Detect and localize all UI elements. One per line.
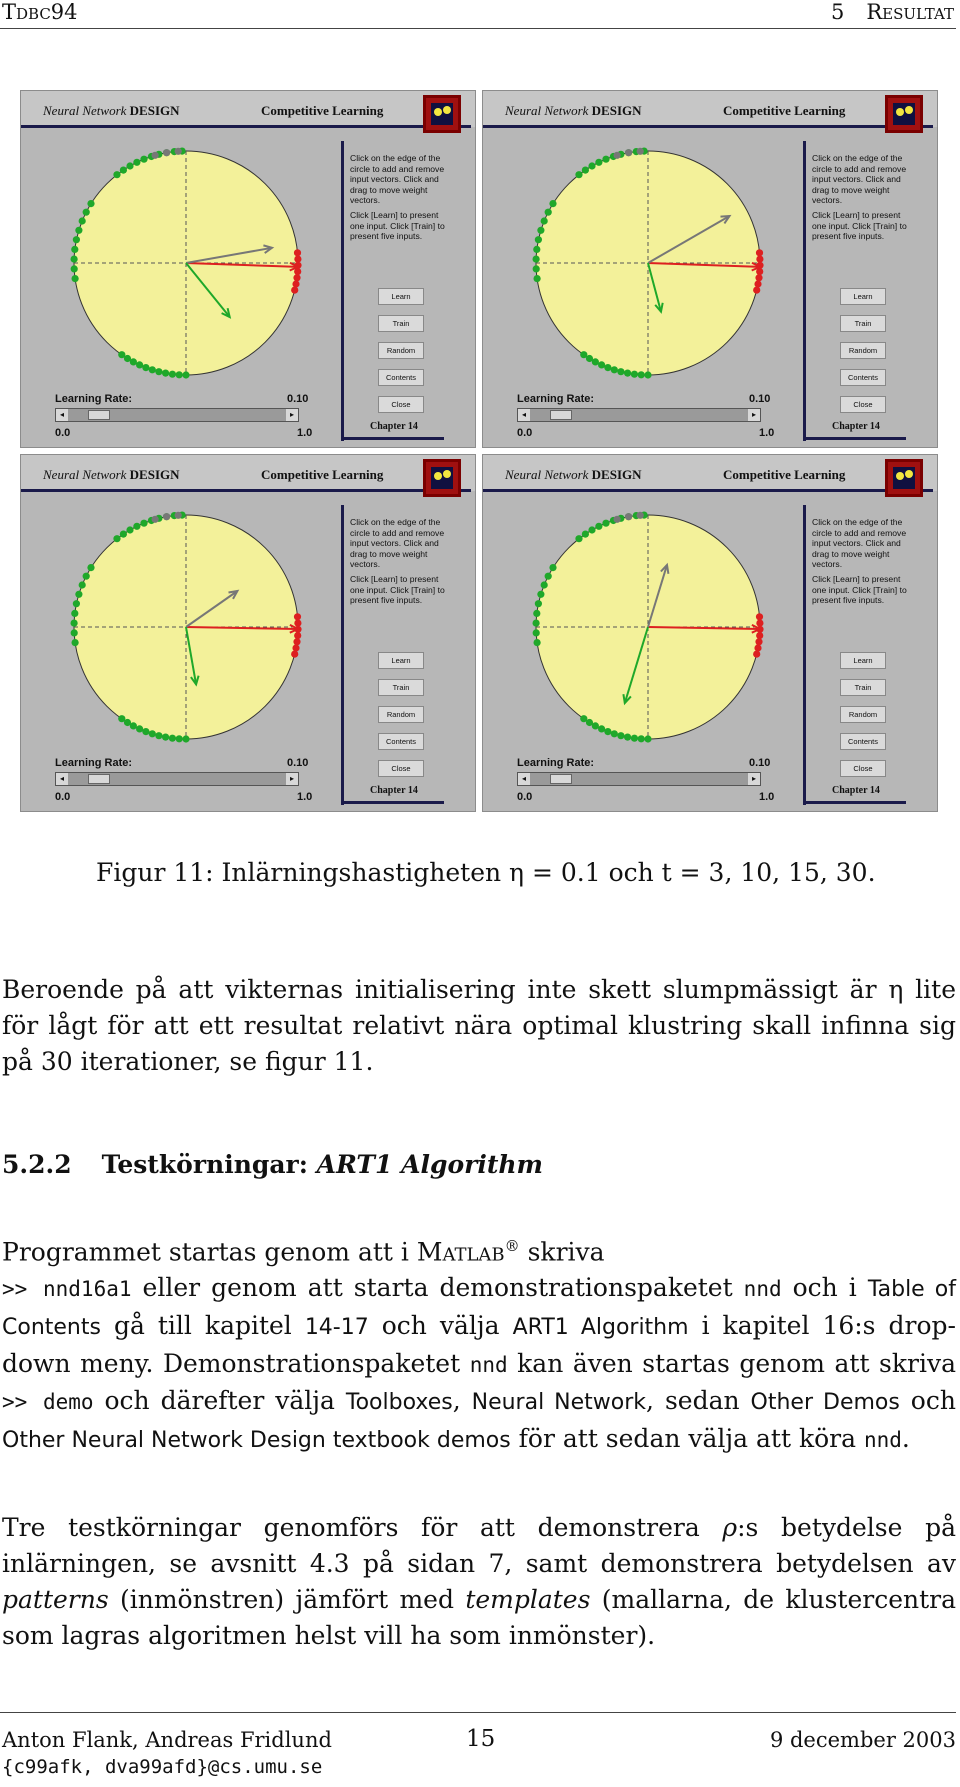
- slider-right-arrow-icon[interactable]: ▸: [286, 773, 298, 785]
- control-panel: [803, 505, 906, 805]
- input-vector-dot: [133, 523, 140, 530]
- menu-neural-network: Neural Network: [471, 1390, 647, 1416]
- nnd-title-rest: DESIGN: [126, 103, 180, 118]
- chapter-label: Chapter 14: [370, 785, 418, 796]
- nnd-panel-1: [20, 90, 476, 448]
- demo-title: Competitive Learning: [723, 467, 846, 482]
- input-vector-dot: [182, 371, 189, 378]
- button-random[interactable]: Random: [378, 706, 424, 723]
- slider-thumb[interactable]: [88, 410, 110, 420]
- nnd-logo-icon: [885, 95, 923, 133]
- p2-text: och därefter välja: [93, 1386, 346, 1416]
- footer-date: 9 december 2003: [769, 1728, 956, 1752]
- input-vector-dot: [142, 728, 149, 735]
- input-vector-dot: [293, 274, 300, 281]
- input-vector-dot: [120, 531, 127, 538]
- instructions-learn: Click [Learn] to present one input. Click [Train] to present five inputs.: [350, 573, 445, 606]
- input-vector-dot: [614, 152, 621, 159]
- input-vector-dot: [582, 167, 589, 174]
- figure-11: [20, 90, 936, 820]
- slider-right-arrow-icon[interactable]: ▸: [748, 409, 760, 421]
- button-learn[interactable]: Learn: [378, 288, 424, 305]
- nnd-title-rest: DESIGN: [588, 467, 642, 482]
- input-vector-dot: [537, 591, 544, 598]
- button-learn[interactable]: Learn: [378, 652, 424, 669]
- nnd-title: [43, 103, 180, 119]
- input-vector-dot: [533, 246, 540, 253]
- input-vector-dot: [73, 600, 80, 607]
- input-vector-dot: [126, 526, 133, 533]
- input-vector-dot: [113, 171, 120, 178]
- input-vector-dot: [624, 734, 631, 741]
- running-header: [0, 0, 956, 29]
- input-vector-dot: [149, 730, 156, 737]
- input-vector-dot: [592, 358, 599, 365]
- p2-text: och välja: [368, 1311, 513, 1341]
- menu-table-of-contents: Table of Contents: [2, 1277, 956, 1341]
- panel-header: [483, 91, 937, 127]
- input-vector-dot: [152, 516, 159, 523]
- slider-max-label: 1.0: [297, 427, 313, 439]
- input-vector-dot: [754, 644, 761, 651]
- input-vector-dot: [533, 265, 540, 272]
- input-vector-dot: [294, 256, 301, 263]
- button-contents[interactable]: Contents: [378, 369, 424, 386]
- nnd-title-italic: Neural Network: [43, 467, 127, 482]
- input-vector-dot: [644, 371, 651, 378]
- input-vector-dot: [625, 149, 632, 156]
- instructions-edit: Click on the edge of the circle to add and remove input vectors. Click and drag to move weight vectors.: [350, 517, 445, 570]
- instructions-edit: Click on the edge of the circle to add and remove input vectors. Click and drag to move weight vectors.: [812, 517, 907, 570]
- p2-text: för att sedan välja att köra: [510, 1424, 864, 1454]
- button-close[interactable]: Close: [840, 396, 886, 413]
- panel-header: [21, 91, 475, 127]
- input-vector-dot: [588, 526, 595, 533]
- p2-text: Programmet startas genom att i: [2, 1237, 417, 1267]
- input-vector-dot: [617, 368, 624, 375]
- input-vector-dot: [637, 148, 644, 155]
- learning-rate-label: Learning Rate:: [517, 393, 595, 405]
- input-vector-dot: [534, 275, 541, 282]
- input-vector-dot: [575, 535, 582, 542]
- input-vector-dot: [87, 564, 94, 571]
- input-vector-dot: [755, 274, 762, 281]
- input-vector-dot: [624, 370, 631, 377]
- input-vector-dot: [541, 581, 548, 588]
- nnd-panel-4: [482, 454, 938, 812]
- button-contents[interactable]: Contents: [840, 369, 886, 386]
- input-vector-dot: [631, 371, 638, 378]
- input-vector-dot: [120, 167, 127, 174]
- button-close[interactable]: Close: [378, 396, 424, 413]
- input-vector-dot: [182, 735, 189, 742]
- input-vector-dot: [533, 256, 540, 263]
- input-vector-dot: [545, 209, 552, 216]
- input-vector-dot: [611, 366, 618, 373]
- input-vector-dot: [534, 639, 541, 646]
- page-number: 15: [466, 1726, 496, 1752]
- chapter-rule: [344, 801, 444, 804]
- slider-left-arrow-icon[interactable]: ◂: [518, 773, 530, 785]
- input-vector-dot: [155, 368, 162, 375]
- input-vector-dot: [163, 149, 170, 156]
- button-random[interactable]: Random: [840, 706, 886, 723]
- nnd-title-italic: Neural Network: [43, 103, 127, 118]
- learning-rate-label: Learning Rate:: [517, 757, 595, 769]
- input-vector-dot: [71, 610, 78, 617]
- input-vector-dot: [75, 591, 82, 598]
- input-vector-dot: [291, 287, 298, 294]
- input-vector-dot: [598, 725, 605, 732]
- input-vector-dot: [595, 523, 602, 530]
- input-vector-dot: [753, 287, 760, 294]
- slider-left-arrow-icon[interactable]: ◂: [56, 773, 68, 785]
- input-vector-dot: [598, 361, 605, 368]
- competitive-learning-plot[interactable]: [51, 131, 321, 391]
- footer-rule: [0, 1712, 956, 1713]
- input-vector-dot: [292, 280, 299, 287]
- instructions-edit: Click on the edge of the circle to add and remove input vectors. Click and drag to move weight vectors.: [350, 153, 445, 206]
- learning-rate-value: 0.10: [749, 393, 771, 405]
- slider-right-arrow-icon[interactable]: ▸: [748, 773, 760, 785]
- button-train[interactable]: Train: [378, 679, 424, 696]
- input-vector-dot: [175, 148, 182, 155]
- input-vector-dot: [292, 644, 299, 651]
- slider-max-label: 1.0: [759, 791, 775, 803]
- input-vector-dot: [625, 513, 632, 520]
- instructions: [812, 153, 908, 246]
- header-left: Tdbc94: [2, 0, 78, 24]
- input-vector-dot: [73, 236, 80, 243]
- panel-header: [483, 455, 937, 491]
- nnd-logo-icon: [423, 459, 461, 497]
- input-vector-dot: [637, 512, 644, 519]
- input-vector-dot: [140, 156, 147, 163]
- nnd-title-rest: DESIGN: [588, 103, 642, 118]
- command-demo: >> demo: [2, 1390, 94, 1415]
- input-vector-dot: [638, 735, 645, 742]
- chapter-label: Chapter 14: [832, 421, 880, 432]
- input-vector-dot: [87, 200, 94, 207]
- input-vector-dot: [294, 249, 301, 256]
- nnd-title-italic: Neural Network: [505, 103, 589, 118]
- slider-min-label: 0.0: [517, 427, 533, 439]
- input-vector-dot: [294, 620, 301, 627]
- p3-text: Tre testkörningar genomförs för att demonstrera: [2, 1513, 723, 1542]
- code-nnd: nnd: [863, 1428, 902, 1453]
- input-vector-dot: [582, 531, 589, 538]
- input-vector-dot: [113, 535, 120, 542]
- input-vector-dot: [644, 735, 651, 742]
- paragraph-1: Beroende på att vikternas initialisering inte skett slumpmässigt är η lite för lågt för att ett resultat relativt nära optimal klustring skall infinna sig på 30 iterationer, se figur 11.: [2, 975, 956, 1076]
- p3-text: (mallarna, de klustercentra som lagras algoritmen helst vill ha som inmönster).: [2, 1585, 957, 1650]
- input-vector-dot: [79, 217, 86, 224]
- input-vector-dot: [169, 371, 176, 378]
- input-vector-dot: [83, 573, 90, 580]
- p2-text: och: [899, 1386, 956, 1416]
- input-vector-dot: [294, 613, 301, 620]
- learning-rate-label: Learning Rate:: [55, 757, 133, 769]
- button-close[interactable]: Close: [840, 760, 886, 777]
- input-vector-dot: [588, 162, 595, 169]
- control-panel: [803, 141, 906, 441]
- header-rule: [21, 125, 471, 128]
- input-vector-dot: [72, 275, 79, 282]
- footer-authors: Anton Flank, Andreas Fridlund: [2, 1728, 332, 1752]
- input-vector-dot: [756, 256, 763, 263]
- menu-other-nnd-demos: Other Neural Network Design textbook demos: [2, 1428, 511, 1454]
- menu-toolboxes: Toolboxes: [345, 1390, 453, 1416]
- input-vector-dot: [614, 516, 621, 523]
- control-panel: [341, 505, 444, 805]
- header-right: [831, 0, 954, 24]
- demo-title: Competitive Learning: [723, 103, 846, 118]
- nnd-title: [43, 467, 180, 483]
- subsection-heading: [2, 1150, 543, 1179]
- input-vector-dot: [575, 171, 582, 178]
- input-vector-dot: [176, 371, 183, 378]
- code-nnd: nnd: [743, 1277, 782, 1302]
- input-vector-dot: [75, 227, 82, 234]
- input-vector-dot: [535, 600, 542, 607]
- nnd-title-italic: Neural Network: [505, 467, 589, 482]
- matlab-name: Matlab: [416, 1237, 505, 1267]
- input-vector-dot: [293, 638, 300, 645]
- section-title: Resultat: [866, 0, 954, 24]
- input-vector-dot: [291, 651, 298, 658]
- menu-other-demos: Other Demos: [750, 1390, 900, 1416]
- slider-thumb[interactable]: [550, 410, 572, 420]
- header-rule: [483, 125, 933, 128]
- footer-email: {c99afk, dva99afd}@cs.umu.se: [2, 1756, 323, 1778]
- button-train[interactable]: Train: [840, 679, 886, 696]
- input-vector-dot: [130, 358, 137, 365]
- slider-min-label: 0.0: [517, 791, 533, 803]
- input-vector-dot: [83, 209, 90, 216]
- input-vector-dot: [533, 629, 540, 636]
- input-vector-dot: [71, 246, 78, 253]
- input-vector-dot: [595, 159, 602, 166]
- button-learn[interactable]: Learn: [840, 652, 886, 669]
- subsection-title: Testkörningar:: [101, 1150, 317, 1179]
- input-vector-dot: [71, 620, 78, 627]
- nnd-title: [505, 467, 642, 483]
- instructions: [350, 153, 446, 246]
- button-random[interactable]: Random: [378, 342, 424, 359]
- p2-text: gå till kapitel: [100, 1311, 305, 1341]
- p2-text: kan även startas genom att skriva: [507, 1349, 956, 1379]
- learning-rate-value: 0.10: [287, 757, 309, 769]
- input-vector-dot: [592, 722, 599, 729]
- term-templates: templates: [465, 1585, 591, 1614]
- nnd-logo-icon: [885, 459, 923, 497]
- input-vector-dot: [162, 734, 169, 741]
- input-vector-dot: [602, 156, 609, 163]
- slider-thumb[interactable]: [550, 774, 572, 784]
- paragraph-3: [2, 1510, 956, 1654]
- header-rule: [21, 489, 471, 492]
- p2-text: eller genom att starta demonstrationspaketet: [131, 1273, 744, 1303]
- input-vector-dot: [149, 366, 156, 373]
- p2-text: , sedan: [646, 1386, 751, 1416]
- input-vector-dot: [294, 632, 301, 639]
- input-vector-dot: [756, 632, 763, 639]
- input-vector-dot: [136, 361, 143, 368]
- input-vector-dot: [130, 722, 137, 729]
- input-vector-dot: [611, 730, 618, 737]
- input-vector-dot: [535, 236, 542, 243]
- learning-rate-slider[interactable]: [55, 408, 299, 422]
- input-vector-dot: [133, 159, 140, 166]
- input-vector-dot: [142, 364, 149, 371]
- input-vector-dot: [152, 152, 159, 159]
- input-vector-dot: [617, 732, 624, 739]
- input-vector-dot: [79, 581, 86, 588]
- input-vector-dot: [545, 573, 552, 580]
- input-vector-dot: [549, 564, 556, 571]
- competitive-learning-plot[interactable]: [51, 495, 321, 755]
- instructions-learn: Click [Learn] to present one input. Click [Train] to present five inputs.: [812, 573, 907, 606]
- chapter-rule: [344, 437, 444, 440]
- input-vector-dot: [756, 613, 763, 620]
- paragraph-2: [2, 1228, 956, 1459]
- button-learn[interactable]: Learn: [840, 288, 886, 305]
- learning-rate-value: 0.10: [749, 757, 771, 769]
- term-patterns: patterns: [2, 1585, 109, 1614]
- input-vector-dot: [71, 265, 78, 272]
- competitive-learning-plot[interactable]: [513, 495, 783, 755]
- button-random[interactable]: Random: [840, 342, 886, 359]
- p3-text: (inmönstren) jämfört med: [108, 1585, 466, 1614]
- input-vector-dot: [755, 638, 762, 645]
- section-number: 5: [831, 0, 845, 24]
- nnd-title-rest: DESIGN: [126, 467, 180, 482]
- subsection-title-italic: ART1 Algorithm: [316, 1150, 544, 1179]
- input-vector-dot: [175, 512, 182, 519]
- rho-symbol: ρ: [722, 1513, 738, 1542]
- p2-text: .: [901, 1424, 910, 1454]
- slider-min-label: 0.0: [55, 427, 71, 439]
- demo-title: Competitive Learning: [261, 103, 384, 118]
- chapter-rule: [806, 437, 906, 440]
- input-vector-dot: [176, 735, 183, 742]
- p2-text: ,: [452, 1386, 472, 1416]
- nnd-panel-2: [482, 90, 938, 448]
- input-vector-dot: [155, 732, 162, 739]
- slider-right-arrow-icon[interactable]: ▸: [286, 409, 298, 421]
- slider-min-label: 0.0: [55, 791, 71, 803]
- input-vector-dot: [604, 364, 611, 371]
- input-vector-dot: [71, 256, 78, 263]
- input-vector-dot: [754, 280, 761, 287]
- registered-mark: ®: [504, 1237, 520, 1255]
- slider-thumb[interactable]: [88, 774, 110, 784]
- input-vector-dot: [533, 610, 540, 617]
- instructions-learn: Click [Learn] to present one input. Click [Train] to present five inputs.: [812, 209, 907, 242]
- instructions-learn: Click [Learn] to present one input. Click [Train] to present five inputs.: [350, 209, 445, 242]
- input-vector-dot: [169, 735, 176, 742]
- button-contents[interactable]: Contents: [378, 733, 424, 750]
- button-close[interactable]: Close: [378, 760, 424, 777]
- figure-caption: Figur 11: Inlärningshastigheten η = 0.1 och t = 3, 10, 15, 30.: [96, 858, 876, 887]
- slider-max-label: 1.0: [759, 427, 775, 439]
- nnd-logo-icon: [423, 95, 461, 133]
- chapter-label: Chapter 14: [832, 785, 880, 796]
- input-vector-dot: [136, 725, 143, 732]
- nnd-panel-3: [20, 454, 476, 812]
- nnd-title: [505, 103, 642, 119]
- instructions-edit: Click on the edge of the circle to add and remove input vectors. Click and drag to move weight vectors.: [812, 153, 907, 206]
- instructions: [350, 517, 446, 610]
- instructions: [812, 517, 908, 610]
- command-nnd16a1: >> nnd16a1: [2, 1277, 132, 1302]
- learning-rate-slider[interactable]: [517, 408, 761, 422]
- input-vector-dot: [537, 227, 544, 234]
- subsection-number: 5.2.2: [2, 1150, 72, 1179]
- button-contents[interactable]: Contents: [840, 733, 886, 750]
- button-train[interactable]: Train: [378, 315, 424, 332]
- menu-art1: ART1 Algorithm: [512, 1315, 689, 1341]
- chapter-range: 14-17: [304, 1315, 369, 1341]
- code-nnd: nnd: [469, 1353, 508, 1378]
- input-vector-dot: [604, 728, 611, 735]
- learning-rate-slider[interactable]: [517, 772, 761, 786]
- control-panel: [341, 141, 444, 441]
- learning-rate-label: Learning Rate:: [55, 393, 133, 405]
- p2-text: skriva: [519, 1237, 605, 1267]
- p2-text: och i: [781, 1273, 868, 1303]
- p3-text: :s betydelse på inlärningen, se avsnitt 4.3 på sidan 7, samt demonstrera betydelsen av: [2, 1513, 956, 1578]
- p2-text: i kapitel 16:s drop-down meny. Demonstrationspaketet: [2, 1311, 956, 1379]
- input-vector-dot: [163, 513, 170, 520]
- slider-max-label: 1.0: [297, 791, 313, 803]
- input-vector-dot: [140, 520, 147, 527]
- input-vector-dot: [631, 735, 638, 742]
- slider-left-arrow-icon[interactable]: ◂: [518, 409, 530, 421]
- competitive-learning-plot[interactable]: [513, 131, 783, 391]
- input-vector-dot: [533, 620, 540, 627]
- demo-title: Competitive Learning: [261, 467, 384, 482]
- chapter-label: Chapter 14: [370, 421, 418, 432]
- input-vector-dot: [549, 200, 556, 207]
- chapter-rule: [806, 801, 906, 804]
- input-vector-dot: [602, 520, 609, 527]
- input-vector-dot: [162, 370, 169, 377]
- input-vector-dot: [756, 249, 763, 256]
- button-train[interactable]: Train: [840, 315, 886, 332]
- slider-left-arrow-icon[interactable]: ◂: [56, 409, 68, 421]
- input-vector-dot: [753, 651, 760, 658]
- input-vector-dot: [71, 629, 78, 636]
- input-vector-dot: [72, 639, 79, 646]
- panel-header: [21, 455, 475, 491]
- learning-rate-value: 0.10: [287, 393, 309, 405]
- input-vector-dot: [126, 162, 133, 169]
- learning-rate-slider[interactable]: [55, 772, 299, 786]
- input-vector-dot: [756, 620, 763, 627]
- input-vector-dot: [638, 371, 645, 378]
- input-vector-dot: [541, 217, 548, 224]
- header-rule: [483, 489, 933, 492]
